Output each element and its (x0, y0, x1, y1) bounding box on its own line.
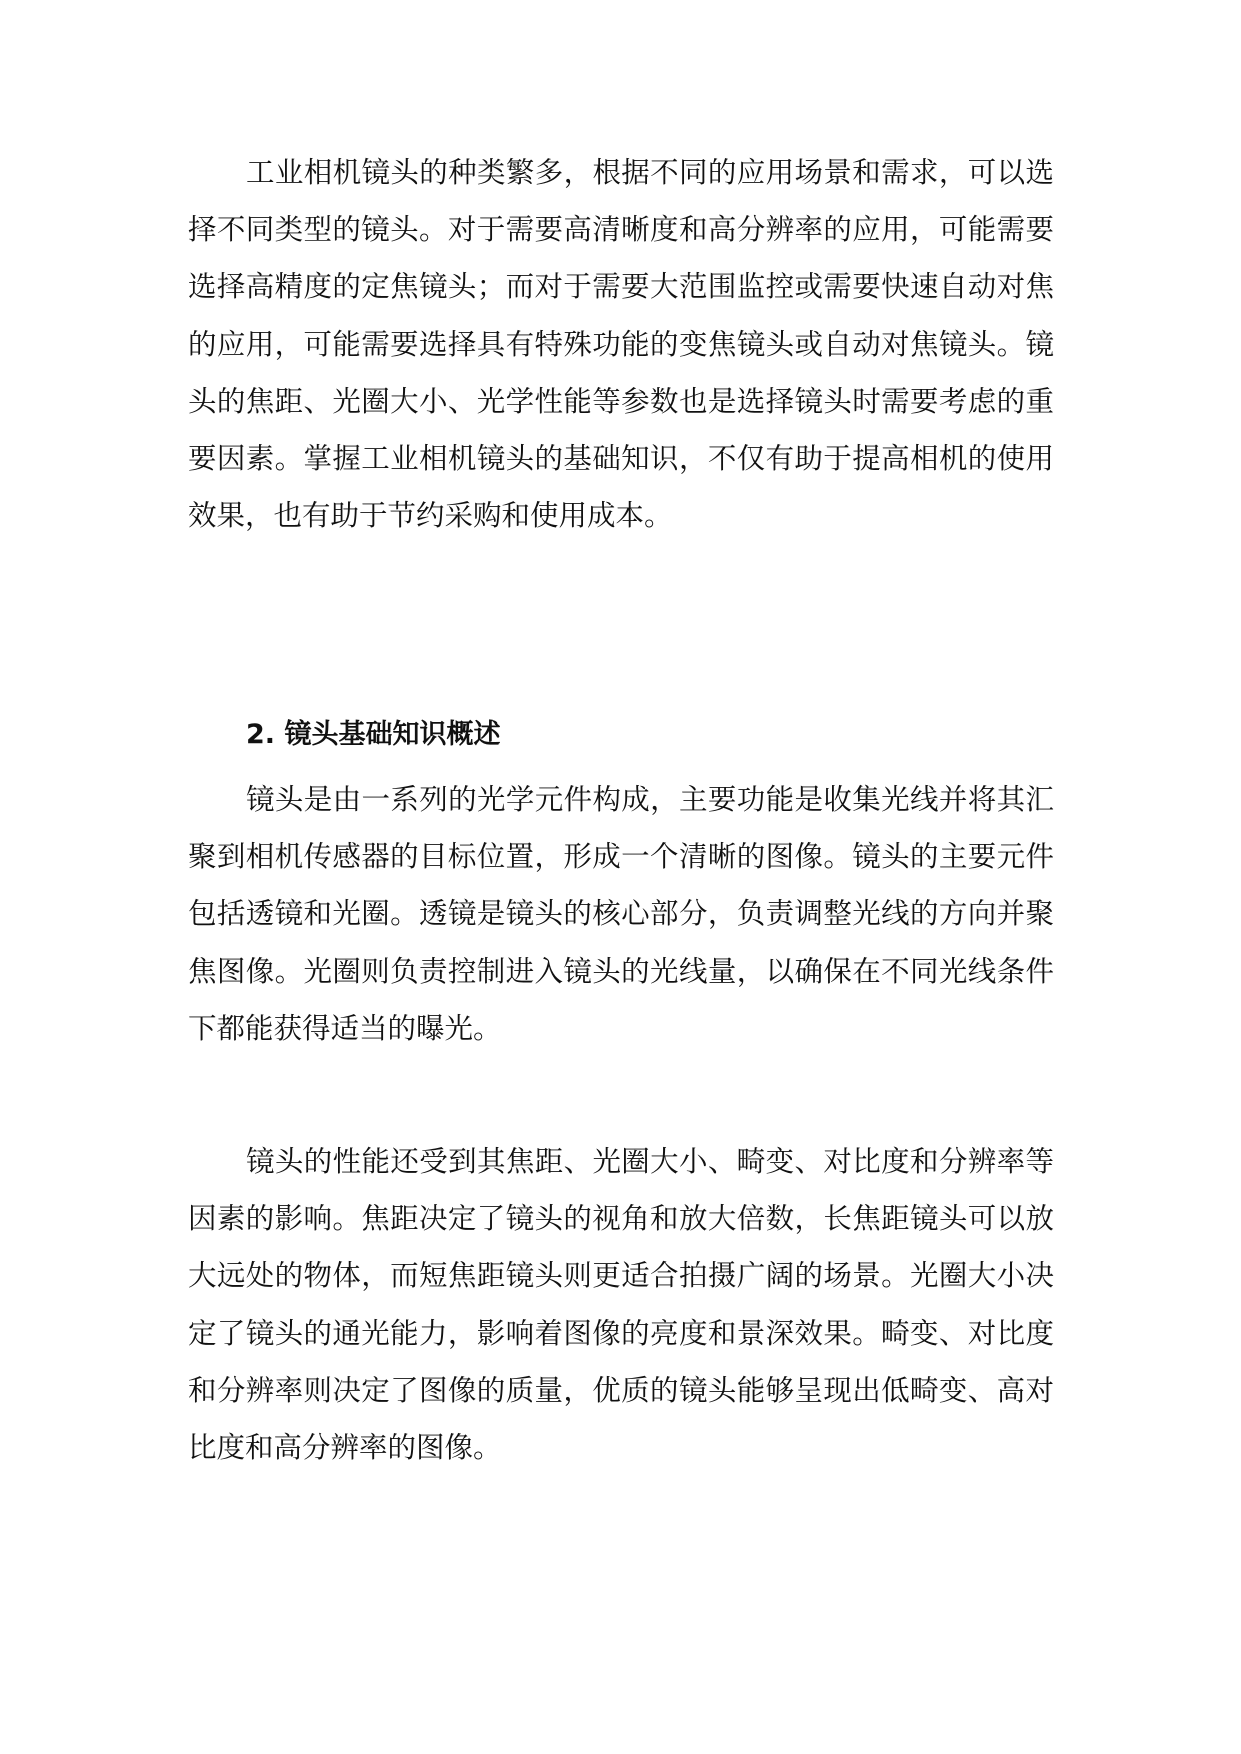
section-heading: 2. 镜头基础知识概述 (246, 719, 501, 750)
section-paragraph-2: 镜头的性能还受到其焦距、光圈大小、畸变、对比度和分辨率等因素的影响。焦距决定了镜头的视角和放大倍数，长焦距镜头可以放大远处的物体，而短焦距镜头则更适合拍摄广阔的场景。光圈大小决定了镜头的通光能力，影响着图像的亮度和景深效果。畸变、对比度和分辨率则决定了图像的质量，优质的镜头能够呈现出低畸变、高对比度和高分辨率的图像。 (188, 1145, 1054, 1465)
section-paragraph-1: 镜头是由一系列的光学元件构成，主要功能是收集光线并将其汇聚到相机传感器的目标位置，形成一个清晰的图像。镜头的主要元件包括透镜和光圈。透镜是镜头的核心部分，负责调整光线的方向并聚焦图像。光圈则负责控制进入镜头的光线量，以确保在不同光线条件下都能获得适当的曝光。 (188, 783, 1054, 1045)
intro-paragraph: 工业相机镜头的种类繁多，根据不同的应用场景和需求，可以选择不同类型的镜头。对于需要高清晰度和高分辨率的应用，可能需要选择高精度的定焦镜头；而对于需要大范围监控或需要快速自动对焦的应用，可能需要选择具有特殊功能的变焦镜头或自动对焦镜头。镜头的焦距、光圈大小、光学性能等参数也是选择镜头时需要考虑的重要因素。掌握工业相机镜头的基础知识，不仅有助于提高相机的使用效果，也有助于节约采购和使用成本。 (188, 156, 1054, 533)
